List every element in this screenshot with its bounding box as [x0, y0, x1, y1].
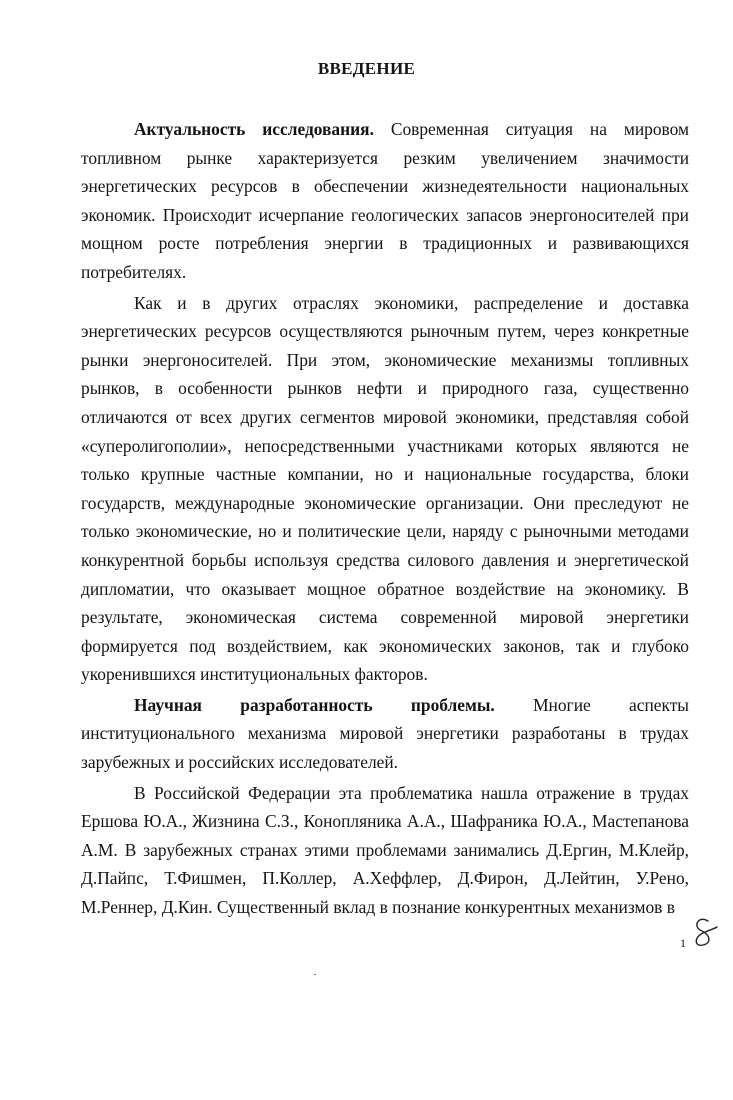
- paragraph-researchers: [81, 779, 689, 922]
- paragraph-relevance: [81, 115, 689, 287]
- handwritten-mark-icon: [684, 917, 724, 949]
- paragraph-lead: Научная разработанность проблемы.: [134, 694, 495, 715]
- scan-artifact: [314, 974, 316, 975]
- page-number: 1: [680, 936, 686, 950]
- paragraph-text: В Российской Федерации эта проблематика нашла отражение в трудах Ершова Ю.А., Жизнина С.З., Конопляника А.А., Шафраника Ю.А., Мастепанова А.М. В зарубежных странах этими проблемами занимались Д.Ергин, М.Клейр, Д.Пайпс, Т.Фишмен, П.Коллер, А.Хеффлер, Д.Фирон, Д.Лейтин, У.Рено, М.Реннер, Д.Кин. Существенный вклад в познание конкурентных механизмов в: [81, 782, 689, 918]
- paragraph-scientific-development: [81, 691, 689, 777]
- paragraph-text: Как и в других отраслях экономики, распределение и доставка энергетических ресурсов осуществляются рыночным путем, через конкретные рынки энергоносителей. При этом, экономические механизмы топливных рынков, в особенности рынков нефти и природного газа, существенно отличаются от всех других сегментов мировой экономики, представляя собой «суперолигополии», непосредственными участниками которых являются не только крупные частные компании, но и национальные государства, блоки государств, международные экономические организации. Они преследуют не только экономические, но и политические цели, наряду с рыночными методами конкурентной борьбы используя средства силового давления и энергетической дипломатии, что оказывает мощное обратное воздействие на экономику. В результате, экономическая система современной мировой энергетики формируется под воздействием, как экономических законов, так и глубоко укоренившихся институциональных факторов.: [81, 292, 689, 685]
- paragraph-energy-markets: [81, 289, 689, 689]
- paragraph-text: Современная ситуация на мировом топливном рынке характеризуется резким увеличением значимости энергетических ресурсов в обеспечении жизнедеятельности национальных экономик. Происходит исчерпание геологических запасов энергоносителей при мощном росте потребления энергии в традиционных и развивающихся потребителях.: [81, 119, 690, 282]
- paragraph-lead: Актуальность исследования.: [134, 119, 374, 139]
- page-title: ВВЕДЕНИЕ: [317, 59, 416, 78]
- body-text: [81, 115, 689, 924]
- paragraph-text: Многие аспекты институционального механизма мировой энергетики разработаны в трудах зарубежных и российских исследователей.: [81, 694, 689, 773]
